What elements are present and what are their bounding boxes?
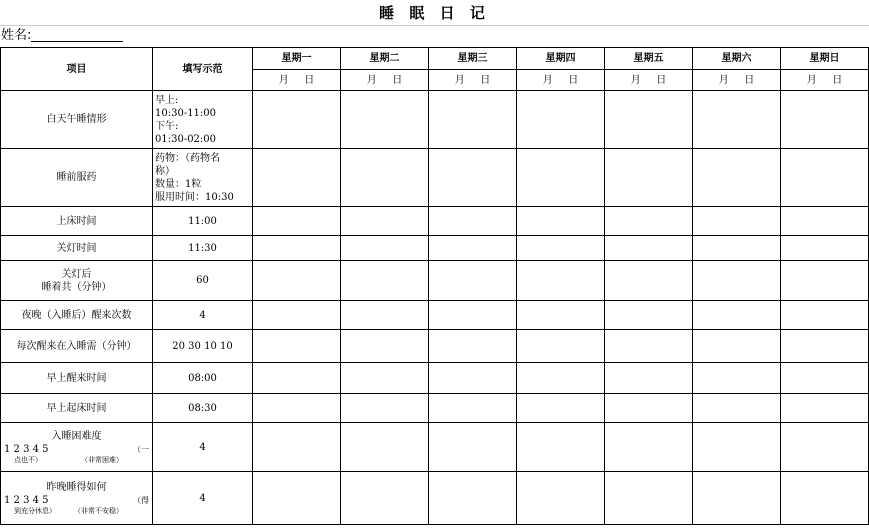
- entry-cell[interactable]: [781, 363, 869, 394]
- example-cell: 药物：（药物名 称） 数量：1粒 服用时间：10:30: [153, 149, 253, 207]
- entry-cell[interactable]: [605, 301, 693, 330]
- entry-cell[interactable]: [253, 91, 341, 149]
- entry-cell[interactable]: [605, 207, 693, 236]
- entry-cell[interactable]: [605, 472, 693, 525]
- date-cell[interactable]: 月 日: [341, 70, 429, 91]
- entry-cell[interactable]: [341, 363, 429, 394]
- entry-cell[interactable]: [693, 330, 781, 363]
- table-row: [1, 330, 869, 363]
- entry-cell[interactable]: [341, 236, 429, 261]
- entry-cell[interactable]: [517, 394, 605, 423]
- name-row: [1, 27, 123, 45]
- table-row: [1, 301, 869, 330]
- entry-cell[interactable]: [517, 91, 605, 149]
- date-cell[interactable]: 月 日: [517, 70, 605, 91]
- entry-cell[interactable]: [605, 394, 693, 423]
- entry-cell[interactable]: [781, 472, 869, 525]
- entry-cell[interactable]: [517, 149, 605, 207]
- entry-cell[interactable]: [693, 207, 781, 236]
- date-cell[interactable]: 月 日: [693, 70, 781, 91]
- entry-cell[interactable]: [429, 330, 517, 363]
- row-label: 入睡困难度 1 2 3 4 5 （一 点也不） （非常困难）: [1, 423, 153, 472]
- entry-cell[interactable]: [517, 236, 605, 261]
- date-cell[interactable]: 月 日: [253, 70, 341, 91]
- example-cell: 4: [153, 301, 253, 330]
- example-cell: 4: [153, 472, 253, 525]
- day-header: 星期日: [781, 48, 869, 70]
- entry-cell[interactable]: [517, 363, 605, 394]
- table-row: [1, 149, 869, 207]
- example-cell: 4: [153, 423, 253, 472]
- item-header: 项目: [1, 48, 153, 91]
- table-row: [1, 207, 869, 236]
- entry-cell[interactable]: [693, 149, 781, 207]
- entry-cell[interactable]: [693, 301, 781, 330]
- sleep-diary-table: [0, 47, 869, 525]
- entry-cell[interactable]: [429, 261, 517, 301]
- page-title: 睡 眠 日 记: [379, 4, 490, 22]
- entry-cell[interactable]: [341, 261, 429, 301]
- entry-cell[interactable]: [693, 423, 781, 472]
- entry-cell[interactable]: [253, 261, 341, 301]
- entry-cell[interactable]: [517, 261, 605, 301]
- entry-cell[interactable]: [781, 207, 869, 236]
- entry-cell[interactable]: [781, 394, 869, 423]
- entry-cell[interactable]: [605, 91, 693, 149]
- entry-cell[interactable]: [429, 363, 517, 394]
- day-header: 星期三: [429, 48, 517, 70]
- entry-cell[interactable]: [605, 261, 693, 301]
- day-header: 星期六: [693, 48, 781, 70]
- example-cell: 20 30 10 10: [153, 330, 253, 363]
- example-cell: 早上: 10:30-11:00 下午: 01:30-02:00: [153, 91, 253, 149]
- name-field[interactable]: [31, 27, 123, 42]
- entry-cell[interactable]: [341, 301, 429, 330]
- entry-cell[interactable]: [693, 261, 781, 301]
- entry-cell[interactable]: [341, 91, 429, 149]
- entry-cell[interactable]: [693, 472, 781, 525]
- row-label: 昨晚睡得如何 1 2 3 4 5 （得 到充分休息） （非常不安稳）: [1, 472, 153, 525]
- entry-cell[interactable]: [429, 236, 517, 261]
- entry-cell[interactable]: [693, 363, 781, 394]
- entry-cell[interactable]: [605, 236, 693, 261]
- entry-cell[interactable]: [429, 91, 517, 149]
- entry-cell[interactable]: [517, 301, 605, 330]
- table-row: [1, 236, 869, 261]
- example-cell: 11:00: [153, 207, 253, 236]
- entry-cell[interactable]: [605, 423, 693, 472]
- day-header: 星期四: [517, 48, 605, 70]
- row-label: 上床时间: [1, 207, 153, 236]
- entry-cell[interactable]: [341, 330, 429, 363]
- entry-cell[interactable]: [781, 330, 869, 363]
- row-label: 睡前服药: [1, 149, 153, 207]
- table-row: [1, 261, 869, 301]
- entry-cell[interactable]: [605, 149, 693, 207]
- header-row: [1, 48, 869, 70]
- entry-cell[interactable]: [781, 301, 869, 330]
- table-row: [1, 423, 869, 472]
- entry-cell[interactable]: [429, 149, 517, 207]
- entry-cell[interactable]: [253, 363, 341, 394]
- row-label: 白天午睡情形: [1, 91, 153, 149]
- entry-cell[interactable]: [605, 330, 693, 363]
- example-cell: 08:00: [153, 363, 253, 394]
- example-cell: 60: [153, 261, 253, 301]
- row-label: 早上起床时间: [1, 394, 153, 423]
- entry-cell[interactable]: [517, 423, 605, 472]
- entry-cell[interactable]: [253, 236, 341, 261]
- entry-cell[interactable]: [253, 301, 341, 330]
- entry-cell[interactable]: [341, 472, 429, 525]
- row-label: 夜晚（入睡后）醒来次数: [1, 301, 153, 330]
- entry-cell[interactable]: [341, 207, 429, 236]
- entry-cell[interactable]: [341, 394, 429, 423]
- entry-cell[interactable]: [341, 149, 429, 207]
- table-row: [1, 363, 869, 394]
- date-cell[interactable]: 月 日: [429, 70, 517, 91]
- entry-cell[interactable]: [781, 236, 869, 261]
- example-cell: 11:30: [153, 236, 253, 261]
- table-row: [1, 91, 869, 149]
- entry-cell[interactable]: [605, 363, 693, 394]
- day-header: 星期五: [605, 48, 693, 70]
- entry-cell[interactable]: [781, 149, 869, 207]
- entry-cell[interactable]: [253, 330, 341, 363]
- entry-cell[interactable]: [693, 236, 781, 261]
- entry-cell[interactable]: [253, 207, 341, 236]
- entry-cell[interactable]: [341, 423, 429, 472]
- date-cell[interactable]: 月 日: [605, 70, 693, 91]
- entry-cell[interactable]: [429, 394, 517, 423]
- day-header: 星期一: [253, 48, 341, 70]
- example-header: 填写示范: [153, 48, 253, 91]
- entry-cell[interactable]: [429, 423, 517, 472]
- entry-cell[interactable]: [517, 330, 605, 363]
- entry-cell[interactable]: [781, 91, 869, 149]
- day-header: 星期二: [341, 48, 429, 70]
- entry-cell[interactable]: [253, 394, 341, 423]
- date-cell[interactable]: 月 日: [781, 70, 869, 91]
- entry-cell[interactable]: [253, 423, 341, 472]
- row-label: 早上醒来时间: [1, 363, 153, 394]
- entry-cell[interactable]: [253, 472, 341, 525]
- table-row: [1, 394, 869, 423]
- entry-cell[interactable]: [517, 472, 605, 525]
- entry-cell[interactable]: [781, 423, 869, 472]
- example-cell: 08:30: [153, 394, 253, 423]
- row-label: 每次醒来在入睡需（分钟）: [1, 330, 153, 363]
- entry-cell[interactable]: [429, 301, 517, 330]
- row-label: 关灯时间: [1, 236, 153, 261]
- entry-cell[interactable]: [781, 261, 869, 301]
- entry-cell[interactable]: [429, 207, 517, 236]
- entry-cell[interactable]: [253, 149, 341, 207]
- entry-cell[interactable]: [517, 207, 605, 236]
- row-label: 关灯后 睡着共（分钟）: [1, 261, 153, 301]
- entry-cell[interactable]: [693, 394, 781, 423]
- name-label: 姓名:: [1, 28, 32, 43]
- entry-cell[interactable]: [429, 472, 517, 525]
- title-divider: [0, 25, 869, 26]
- table-row: [1, 472, 869, 525]
- entry-cell[interactable]: [693, 91, 781, 149]
